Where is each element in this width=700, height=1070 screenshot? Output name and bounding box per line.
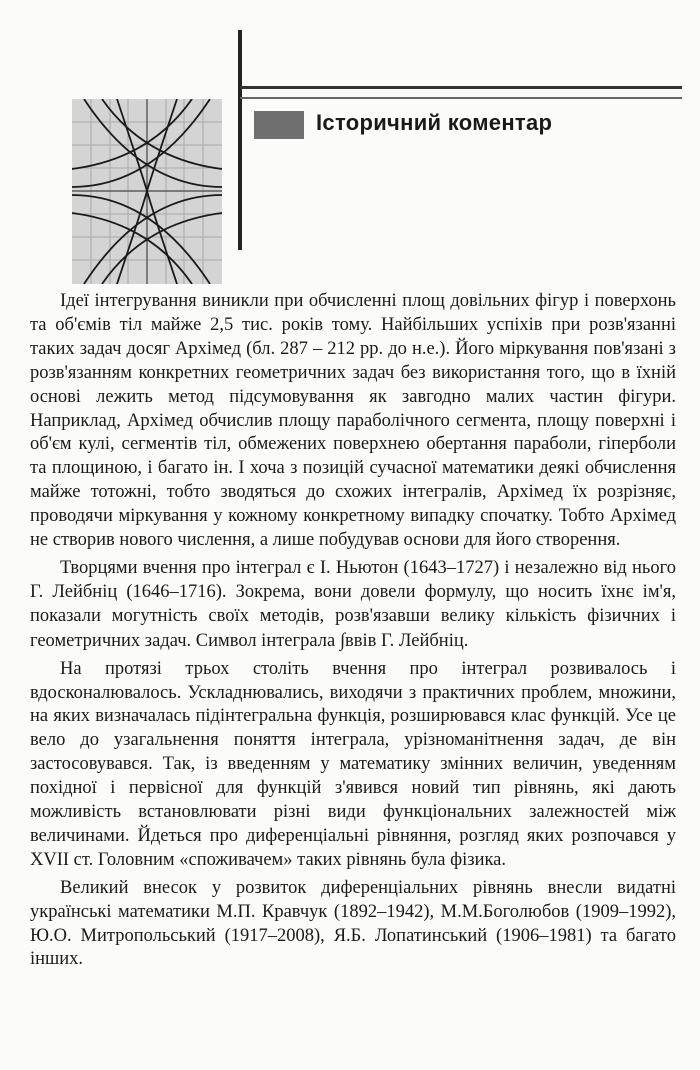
- paragraph-archimedes: Ідеї інтегрування виникли при обчисленні площ довільних фігур і поверхонь та об'ємів тіл майже 2,5 тис. років тому. Найбільших успіхів при розв'язанні таких задач досяг Архімед (бл. 287 – 212 рр. до н.е.). Його міркування пов'язані з розв'язанням конкретних геометричних задач без використання того, що в їхній основі лежить метод підсумовування як завгодно малих частин фігури. Наприклад, Архімед обчислив площу параболічного сегмента, площу поверхні і об'єм кулі, сегментів тіл, обмежених поверхнею обертання параболи, гіперболи та площиною, і багато ін. І хоча з позицій сучасної математики деякі обчислення майже тотожні, тобто зводяться до схожих інтегралів, Архімед їх розрізняє, проводячи міркування у кожному конкретному випадку спочатку. Тобто Архімед не створив нового числення, а лише побудував основи для його створення.: [30, 291, 676, 551]
- paragraph-text: Творцями вчення про інтеграл є І. Ньютон (1643–1727) і незалежно від нього Г. Лейбніц (1646–1716). Зокрема, вони довели формулу, що носить їхнє ім'я, показали могутність своїх методів, розв'язавши велику кількість фізичних і геометричних задач. Символ інтеграла: [30, 557, 676, 651]
- integral-symbol: ∫: [339, 629, 346, 651]
- section-title: Історичний коментар: [316, 110, 553, 135]
- hyperbolas-graph-icon: [72, 99, 222, 284]
- body-text: [30, 290, 676, 976]
- header-horizontal-rule: [240, 86, 682, 89]
- paragraph-development: На протязі трьох століть вчення про інтеграл розвивалось і вдосконалювалось. Ускладнювались, виходячи з практичних проблем, множини, на яких визначалась підінтегральна функція, розширювався клас функцій. Усе це вело до узагальнення поняття інтеграла, урізноманітнення задач, де він застосовувався. Так, із введенням у математику змінних величин, уведенням похідної і первісної для функцій з'явився новий тип рівнянь, які дають можливість встановлювати різні види функціональних залежностей між величинами. Йдеться про диференціальні рівняння, розгляд яких розпочався у XVII ст. Головним «споживачем» таких рівнянь була фізика.: [30, 658, 676, 870]
- paragraph-ukrainian-mathematicians: Великий внесок у розвиток диференціальних рівнянь внесли видатні українські математики М.П. Кравчук (1892–1942), М.М.Боголюбов (1909–1992), Ю.О. Митропольський (1917–2008), Я.Б. Лопатинський (1906–1981) та багато інших.: [30, 877, 676, 970]
- header-horizontal-rule-thin: [240, 97, 682, 99]
- paragraph-newton-leibniz: [30, 557, 676, 654]
- header-vertical-rule: [238, 30, 242, 250]
- paragraph-text: ввів Г. Лейбніц.: [345, 630, 469, 651]
- section-marker-block: [254, 111, 304, 139]
